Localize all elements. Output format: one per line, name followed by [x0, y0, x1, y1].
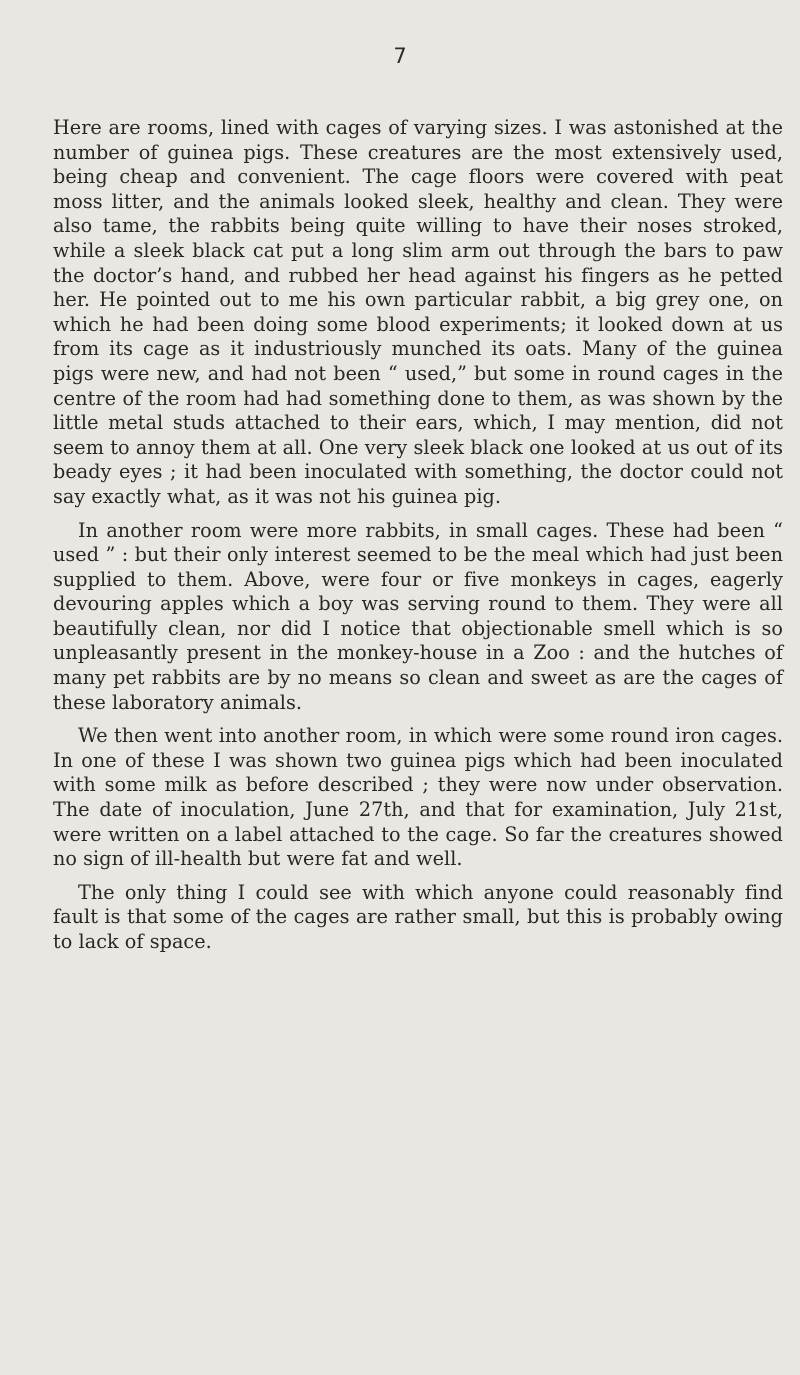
paragraph-3: We then went into another room, in which were some round iron cages. In one of these I was shown two guinea pigs which had been inoculated with some milk as before described ; they were now under observation. The date of inoculation, June 27th, and that for examination, July 21st, were written on a label attached to the cage. So far the creatures showed no sign of ill-health but were fat and well. — [53, 724, 783, 871]
paragraph-4: The only thing I could see with which anyone could reasonably find fault is that some of the cages are rather small, but this is probably owing to lack of space. — [53, 880, 783, 953]
paragraph-1: Here are rooms, lined with cages of varying sizes. I was astonished at the number of guinea pigs. These creatures are the most extensively used, being cheap and convenient. The cage floors were covered with peat moss litter, and the animals looked sleek, healthy and clean. They were also tame, the rabbits being quite willing to have their noses stroked, while a sleek black cat put a long slim arm out through the bars to paw the doctor’s hand, and rubbed her head against his fingers as he petted her. He pointed out to me his own particular rabbit, a big grey one, on which he had been doing some blood experiments; it looked down at us from its cage as it industriously munched its oats. Many of the guinea pigs were new, and had not been “ used,” but some in round cages in the centre of the room had had something done to them, as was shown by the little metal studs attached to their ears, which, I may mention, did not seem to annoy them at all. One very sleek black one looked at us out of its beady eyes ; it had been inoculated with something, the doctor could not say exactly what, as it was not his guinea pig. — [53, 116, 783, 508]
body-text — [53, 116, 783, 964]
page-number: 7 — [393, 44, 407, 68]
paragraph-2: In another room were more rabbits, in small cages. These had been “ used ” : but their only interest seemed to be the meal which had just been supplied to them. Above, were four or five monkeys in cages, eagerly devouring apples which a boy was serving round to them. They were all beautifully clean, nor did I notice that objectionable smell which is so unpleasantly present in the monkey-house in a Zoo : and the hutches of many pet rabbits are by no means so clean and sweet as are the cages of these laboratory animals. — [53, 518, 783, 714]
